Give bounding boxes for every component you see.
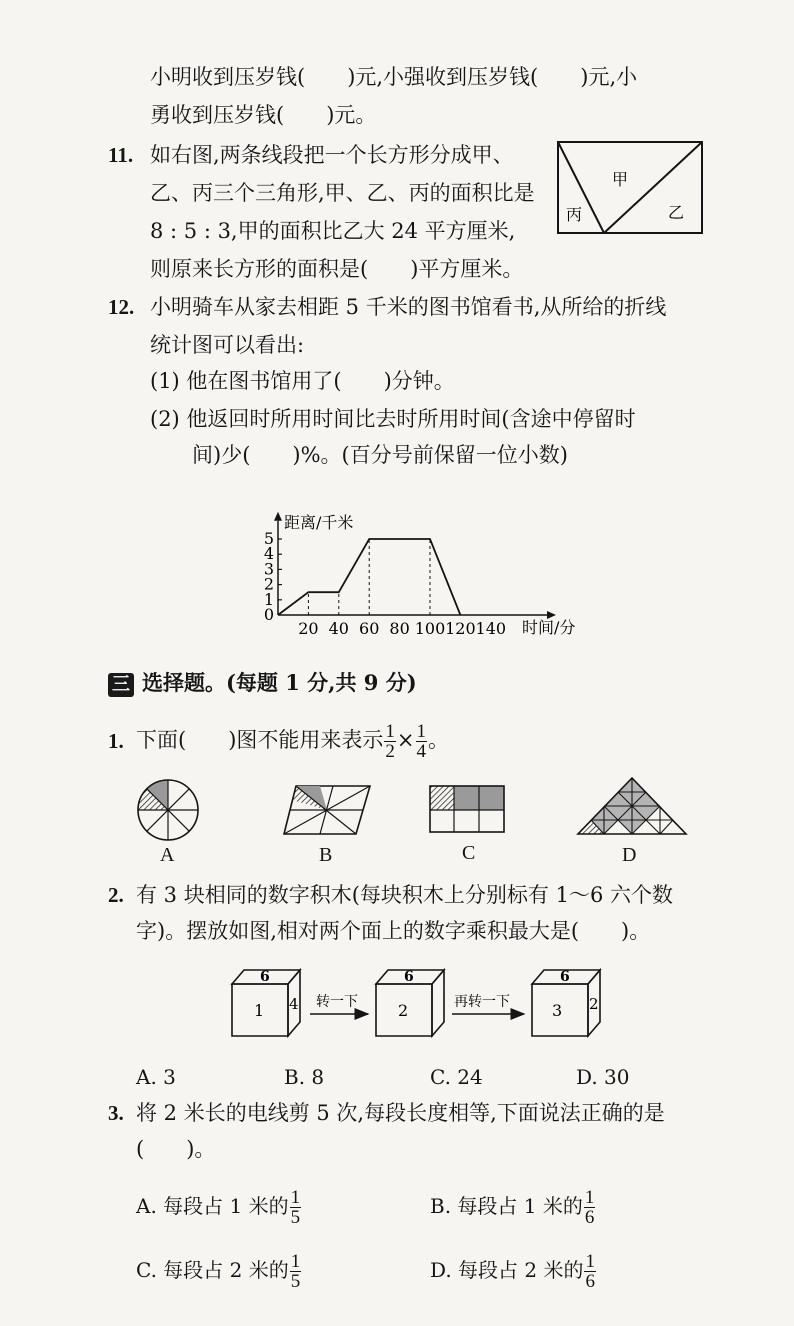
cube-1-front: 1 [254,1001,265,1020]
mc2-cube-sequence [226,966,616,1040]
chart-y-tick-label: 3 [263,559,274,579]
q11-label-bing: 丙 [566,205,583,224]
distance-time-line-chart [250,500,620,650]
mc3-option-b: B. 每段占 1 米的 $\frac{1}{6}$ [430,1187,595,1228]
chart-y-axis-label: 距离/千米 [284,513,354,532]
q11-line-4: 则原来长方形的面积是( )平方厘米。 [150,257,524,281]
chart-y-tick-label: 1 [263,589,274,609]
cube-1 [232,969,300,1036]
mc1-option-b-label: B [319,844,333,866]
chart-y-axis-arrow [274,512,282,521]
chart-y-tick-label: 2 [263,574,274,594]
chart-x-tick-label: 100 [414,619,446,638]
chart-x-tick-label: 20 [298,619,319,638]
cube-1-top: 6 [260,969,270,985]
q11-rectangle-figure [556,140,706,236]
mc3-line-1: 将 2 米长的电线剪 5 次,每段长度相等,下面说法正确的是 [136,1101,665,1125]
mc1-text: 下面( )图不能用来表示 [136,728,384,752]
q12-sub-2a: (2) 他返回时所用时间比去时所用时间(含途中停留时 [150,407,636,431]
cube-2-top: 6 [404,969,414,985]
q12-sub-1: (1) 他在图书馆用了( )分钟。 [150,369,455,393]
q11-line-2: 乙、丙三个三角形,甲、乙、丙的面积比是 [150,181,535,205]
cube-3-top: 6 [560,969,570,985]
mc1-option-d-label: D [622,844,637,866]
mc1-fraction-2: $\frac{1}{4}$ [416,721,426,762]
cube-2-front: 2 [398,1001,409,1020]
chart-y-tick-label: 5 [263,529,274,548]
q11-line-1: 如右图,两条线段把一个长方形分成甲、 [150,143,514,167]
cube-1-side: 4 [289,995,299,1013]
q12-number: 12. [108,295,135,319]
section-3-title: 选择题。(每题 1 分,共 9 分) [142,670,417,695]
chart-y-tick-label: 4 [263,544,274,564]
mc2-line-1: 有 3 块相同的数字积木(每块积木上分别标有 1～6 六个数 [136,883,673,907]
mc2-option-a: A. 3 [136,1065,176,1089]
q11-label-yi: 乙 [668,203,685,222]
chart-x-tick-label: 40 [328,619,349,638]
mc3-option-d: D. 每段占 2 米的 $\frac{1}{6}$ [430,1251,595,1292]
q11-line-3: 8 : 5 : 3,甲的面积比乙大 24 平方厘米, [150,219,516,243]
mc2-option-c: C. 24 [430,1065,483,1089]
mc1-number: 1. [108,729,124,753]
mc1-figure-d-triangle [574,774,690,838]
chart-x-tick-label: 140 [475,619,507,638]
q12-line-2: 统计图可以看出: [150,333,305,357]
mc3-option-a: A. 每段占 1 米的 $\frac{1}{5}$ [136,1187,301,1228]
chart-y-tick-label: 0 [263,605,274,624]
arrow-2-label: 再转一下 [454,994,510,1010]
mc3-number: 3. [108,1101,124,1125]
mc1-option-a-label: A [160,844,175,866]
cube-2 [376,969,444,1036]
mc1-fraction-1: $\frac{1}{2}$ [385,721,395,762]
q12-line-1: 小明骑车从家去相距 5 千米的图书馆看书,从所给的折线 [150,295,667,319]
q10-line-1: 小明收到压岁钱( )元,小强收到压岁钱( )元,小 [150,65,638,89]
q12-sub-2b: 间)少( )%。(百分号前保留一位小数) [192,443,568,467]
chart-x-axis-label: 时间/分 [522,618,576,637]
q11-number: 11. [108,143,134,167]
q11-label-jia: 甲 [612,170,629,189]
mc1-figure-c-grid [428,784,508,836]
mc1-question: 下面( )图不能用来表示 $\frac{1}{2}$ × $\frac{1}{4}$ 。 [136,721,449,762]
cube-3-side: 2 [589,995,599,1013]
mc1-figure-a-circle [132,776,208,844]
mc2-option-d: D. 30 [576,1065,630,1089]
mc2-line-2: 字)。摆放如图,相对两个面上的数字乘积最大是( )。 [136,919,651,943]
cube-3 [532,969,600,1036]
mc1-figure-b-parallelogram [282,782,374,840]
section-3-heading [108,668,417,698]
chart-x-tick-label: 120 [445,619,476,638]
q10-line-2: 勇收到压岁钱( )元。 [150,103,377,127]
chart-x-tick-label: 60 [359,619,380,638]
mc3-line-2: ( )。 [136,1137,216,1161]
mc1-option-c-label: C [462,842,476,864]
arrow-1-label: 转一下 [316,994,358,1010]
mc2-number: 2. [108,883,124,907]
section-3-badge: 三 [108,673,134,697]
mc3-option-c: C. 每段占 2 米的 $\frac{1}{5}$ [136,1251,301,1292]
mc2-option-b: B. 8 [284,1065,325,1089]
cube-3-front: 3 [552,1001,563,1020]
times-sign: × [396,728,415,752]
chart-x-tick-label: 80 [389,619,410,638]
